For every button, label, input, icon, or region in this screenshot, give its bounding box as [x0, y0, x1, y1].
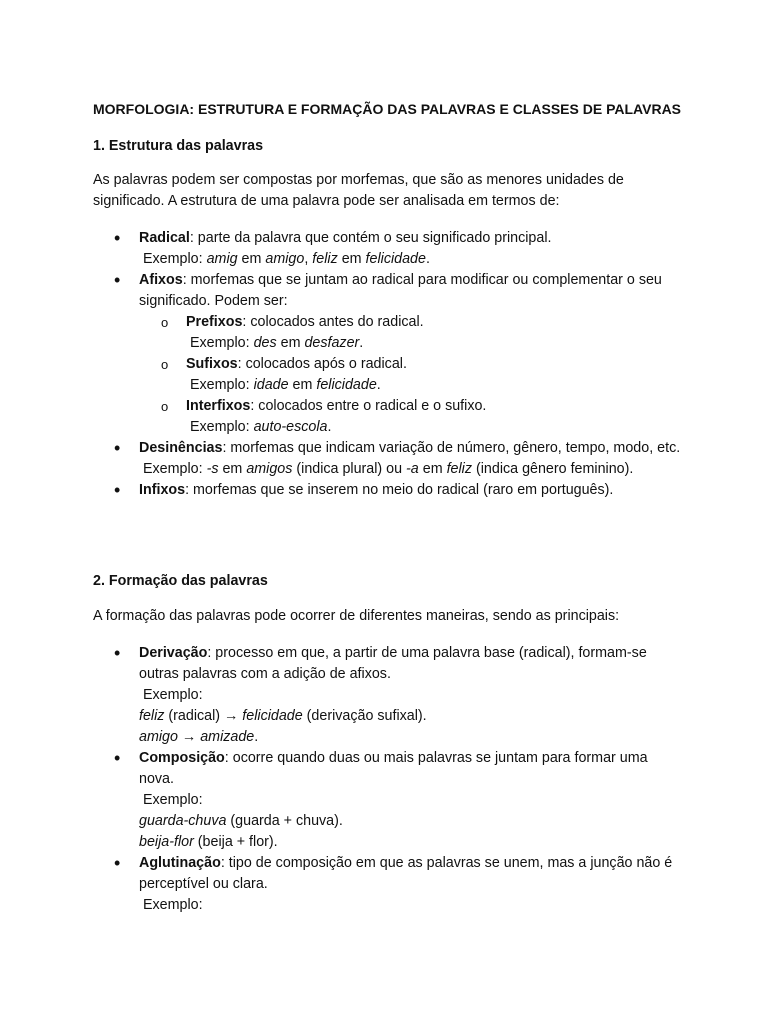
- example-line: [139, 727, 683, 748]
- term-prefixos: Prefixos: [186, 314, 243, 330]
- example-label: Exemplo:: [190, 419, 254, 435]
- example-term: felicidade: [365, 251, 426, 267]
- example-label: Exemplo:: [190, 335, 254, 351]
- example-text: em: [276, 335, 305, 351]
- term-infixos: Infixos: [139, 482, 186, 498]
- list-item-infixos: [93, 480, 683, 501]
- example-text: →: [177, 729, 201, 745]
- list-item-afixos: [93, 270, 683, 438]
- example-text: .: [327, 419, 332, 435]
- example-term: feliz: [312, 251, 338, 267]
- term-interfixos: Interfixos: [186, 398, 251, 414]
- term-afixos: Afixos: [139, 272, 183, 288]
- example-term: des: [253, 335, 277, 351]
- term-composicao: Composição: [139, 750, 225, 766]
- example-line: [139, 706, 683, 727]
- list-item-composicao: [93, 748, 683, 853]
- afixos-sublist: [139, 312, 683, 438]
- example-text: ,: [304, 251, 313, 267]
- example-prefixos: [186, 333, 683, 354]
- term-sufixos: Sufixos: [186, 356, 238, 372]
- example-line: [139, 811, 683, 832]
- example-label: Exemplo:: [143, 461, 207, 477]
- example-text: (beija + flor).: [193, 834, 278, 850]
- definition-aglutinacao: : tipo de composição em que as palavras se unem, mas a junção não é perceptível ou clara.: [139, 855, 673, 892]
- term-radical: Radical: [139, 230, 190, 246]
- example-term: idade: [253, 377, 289, 393]
- example-text: em: [237, 251, 266, 267]
- example-text: .: [376, 377, 381, 393]
- example-term: amizade: [200, 729, 255, 745]
- document-title: MORFOLOGIA: ESTRUTURA E FORMAÇÃO DAS PALAVRAS E CLASSES DE PALAVRAS: [93, 101, 682, 117]
- example-text: .: [359, 335, 364, 351]
- definition-radical: : parte da palavra que contém o seu significado principal.: [189, 230, 552, 246]
- list-item-radical: [93, 228, 683, 270]
- section-heading-formacao: 2. Formação das palavras: [93, 573, 268, 589]
- example-label: Exemplo:: [143, 687, 203, 703]
- example-term: auto-escola: [253, 419, 328, 435]
- example-term: felicidade: [242, 708, 303, 724]
- example-term: desfazer: [304, 335, 360, 351]
- example-label: Exemplo:: [143, 251, 207, 267]
- definition-desinencias: : morfemas que indicam variação de número, gênero, tempo, modo, etc.: [222, 440, 681, 456]
- list-item-desinencias: [93, 438, 683, 480]
- sublist-item-sufixos: [139, 354, 683, 396]
- example-term: feliz: [139, 708, 165, 724]
- example-term: amigo: [265, 251, 305, 267]
- example-sufixos: [186, 375, 683, 396]
- estrutura-list: [93, 228, 683, 501]
- list-item-derivacao: [93, 643, 683, 748]
- example-term: -s: [206, 461, 219, 477]
- example-text: (guarda + chuva).: [226, 813, 343, 829]
- definition-interfixos: : colocados entre o radical e o sufixo.: [250, 398, 487, 414]
- example-term: beija-flor: [139, 834, 194, 850]
- example-term: amigos: [246, 461, 293, 477]
- example-text: em: [418, 461, 447, 477]
- sublist-item-prefixos: [139, 312, 683, 354]
- term-desinencias: Desinências: [139, 440, 223, 456]
- example-text: (radical) →: [164, 708, 243, 724]
- definition-infixos: : morfemas que se inserem no meio do radical (raro em português).: [185, 482, 614, 498]
- example-desinencias: [139, 459, 683, 480]
- example-radical: [139, 249, 683, 270]
- example-label: Exemplo:: [190, 377, 254, 393]
- definition-prefixos: : colocados antes do radical.: [242, 314, 424, 330]
- example-text: (derivação sufixal).: [302, 708, 427, 724]
- term-derivacao: Derivação: [139, 645, 208, 661]
- example-text: (indica plural) ou: [292, 461, 407, 477]
- example-term: -a: [406, 461, 419, 477]
- example-term: amig: [206, 251, 238, 267]
- section-heading-estrutura: 1. Estrutura das palavras: [93, 138, 264, 154]
- example-line: [139, 832, 683, 853]
- section-intro-formacao: A formação das palavras pode ocorrer de diferentes maneiras, sendo as principais:: [93, 608, 620, 624]
- section-intro-estrutura: As palavras podem ser compostas por morfemas, que são as menores unidades de significado. A estrutura de uma palavra pode ser analisada em termos de:: [93, 172, 624, 209]
- list-item-aglutinacao: [93, 853, 683, 916]
- example-interfixos: [186, 417, 683, 438]
- definition-derivacao: : processo em que, a partir de uma palavra base (radical), formam-se outras palavras com a adição de afixos.: [139, 645, 647, 682]
- definition-composicao: : ocorre quando duas ou mais palavras se juntam para formar uma nova.: [139, 750, 648, 787]
- term-aglutinacao: Aglutinação: [139, 855, 221, 871]
- example-term: feliz: [446, 461, 473, 477]
- definition-sufixos: : colocados após o radical.: [237, 356, 407, 372]
- example-text: .: [425, 251, 430, 267]
- formacao-list: [93, 643, 683, 916]
- example-text: em: [337, 251, 366, 267]
- example-text: em: [218, 461, 247, 477]
- example-label: Exemplo:: [143, 897, 203, 913]
- example-term: guarda-chuva: [139, 813, 227, 829]
- example-term: amigo: [139, 729, 178, 745]
- definition-afixos: : morfemas que se juntam ao radical para modificar ou complementar o seu significado. Podem ser:: [139, 272, 662, 309]
- sublist-item-interfixos: [139, 396, 683, 438]
- example-text: em: [288, 377, 317, 393]
- example-text: (indica gênero feminino).: [472, 461, 634, 477]
- example-label: Exemplo:: [143, 792, 203, 808]
- example-text: .: [254, 729, 259, 745]
- example-term: felicidade: [316, 377, 377, 393]
